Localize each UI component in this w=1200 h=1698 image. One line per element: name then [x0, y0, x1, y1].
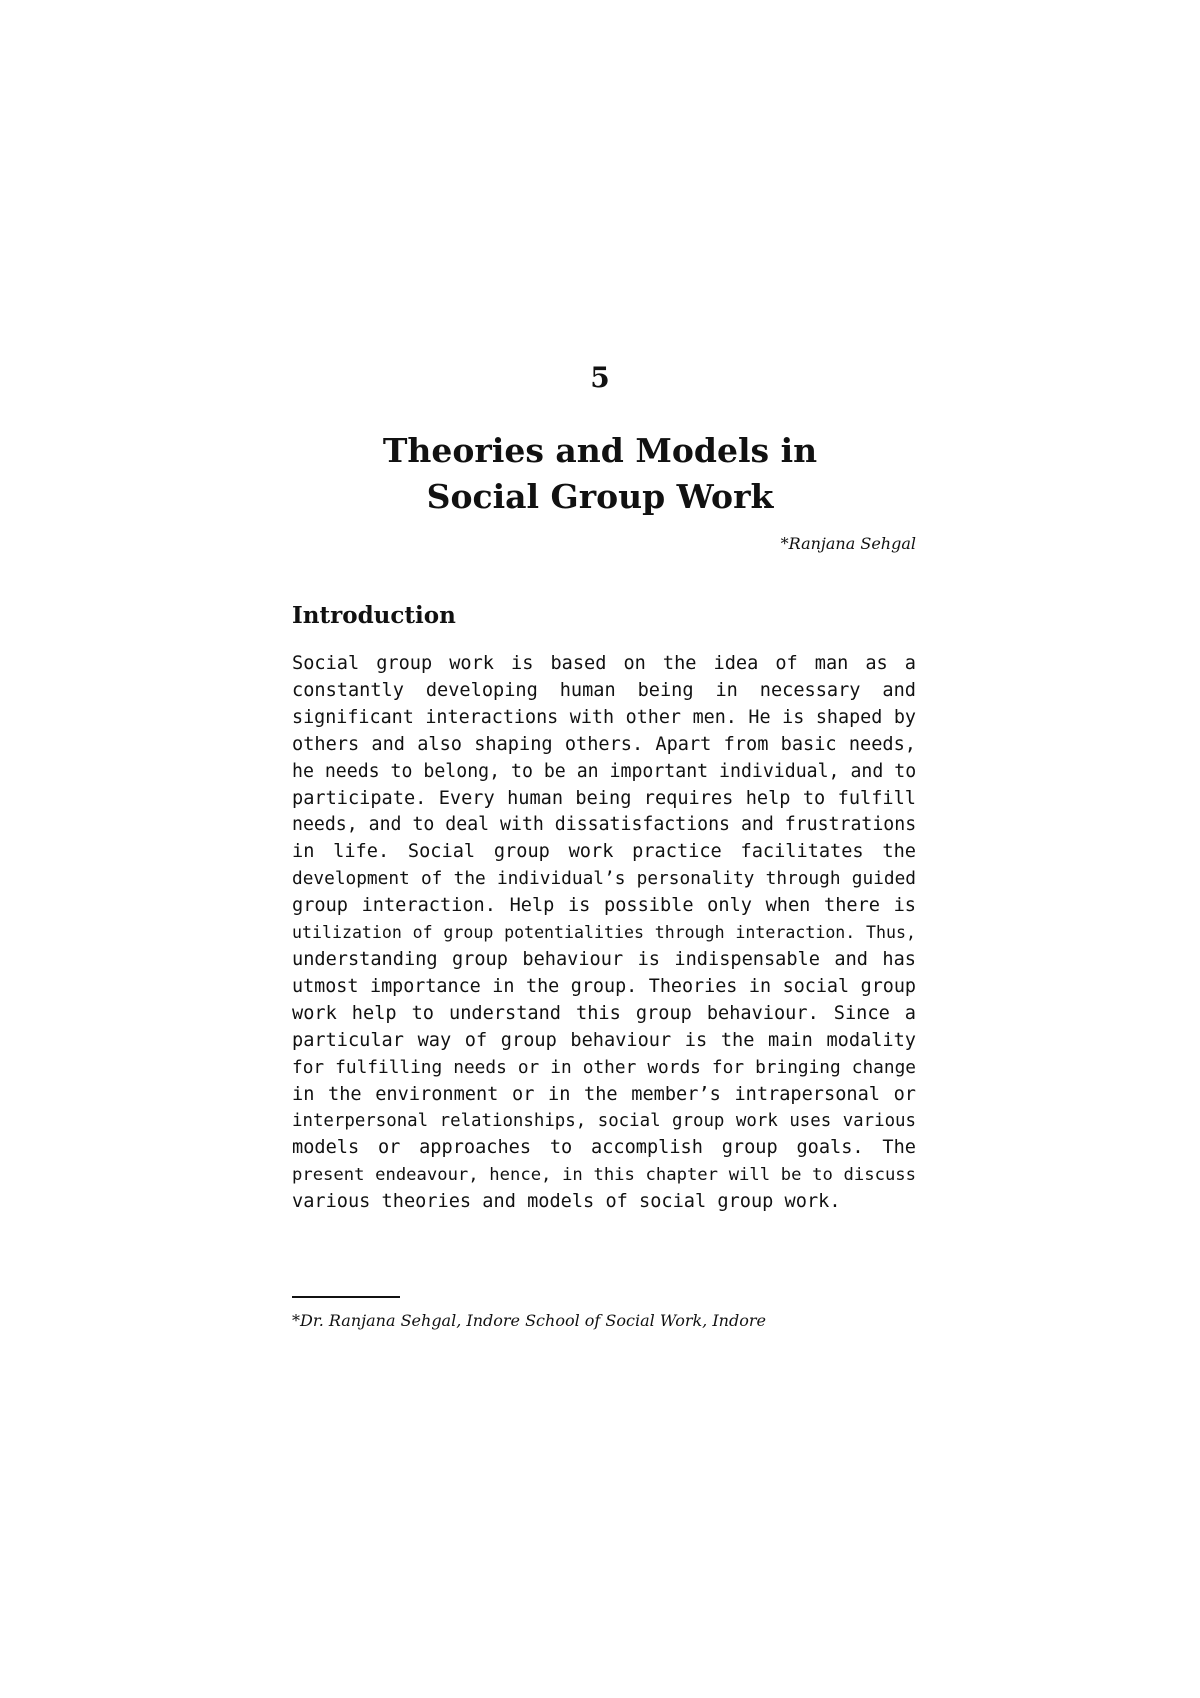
paragraph-line: present endeavour, hence, in this chapter will be to discuss: [292, 1165, 916, 1186]
paragraph-line: for fulfilling needs or in other words for bringing change: [292, 1056, 916, 1078]
paragraph-line: others and also shaping others. Apart from basic needs,: [292, 733, 916, 755]
paragraph-line: particular way of group behaviour is the main modality: [292, 1029, 916, 1051]
chapter-title-line-2: Social Group Work: [426, 477, 774, 516]
paragraph-line: group interaction. Help is possible only when there is: [292, 895, 916, 917]
paragraph-line: models or approaches to accomplish group goals. The: [292, 1137, 916, 1159]
paragraph-line: utmost importance in the group. Theories in social group: [292, 975, 916, 997]
footnote: *Dr. Ranjana Sehgal, Indore School of Social Work, Indore: [292, 1311, 766, 1330]
paragraph-line: utilization of group potentialities through interaction. Thus,: [292, 923, 916, 943]
paragraph-line: needs, and to deal with dissatisfactions and frustrations: [292, 814, 917, 836]
paragraph-line: he needs to belong, to be an important individual, and to: [292, 760, 917, 782]
section-heading: Introduction: [292, 602, 456, 629]
footnote-divider: [292, 1296, 400, 1298]
paragraph-line: work help to understand this group behaviour. Since a: [292, 1002, 916, 1024]
author-byline: *Ranjana Sehgal: [780, 534, 916, 553]
paragraph-line: significant interactions with other men. He is shaped by: [292, 706, 916, 728]
paragraph-line: in the environment or in the member’s intrapersonal or: [292, 1083, 916, 1105]
paragraph-line: participate. Every human being requires help to fulfill: [292, 787, 916, 809]
chapter-number: 5: [590, 361, 610, 394]
paragraph-line: Social group work is based on the idea of man as a: [292, 653, 916, 674]
paragraph-line: understanding group behaviour is indispensable and has: [292, 948, 916, 970]
paragraph-line: development of the individual’s personality through guided: [292, 868, 916, 890]
chapter-title-line-1: Theories and Models in: [382, 431, 818, 470]
paragraph-line: in life. Social group work practice facilitates the: [292, 841, 916, 863]
paragraph-line: constantly developing human being in necessary and: [292, 679, 916, 701]
paragraph-line: interpersonal relationships, social group work uses various: [292, 1111, 916, 1132]
paragraph-line: various theories and models of social group work.: [292, 1191, 841, 1213]
introduction-paragraph: [292, 651, 916, 1216]
chapter-title: [0, 428, 1200, 520]
